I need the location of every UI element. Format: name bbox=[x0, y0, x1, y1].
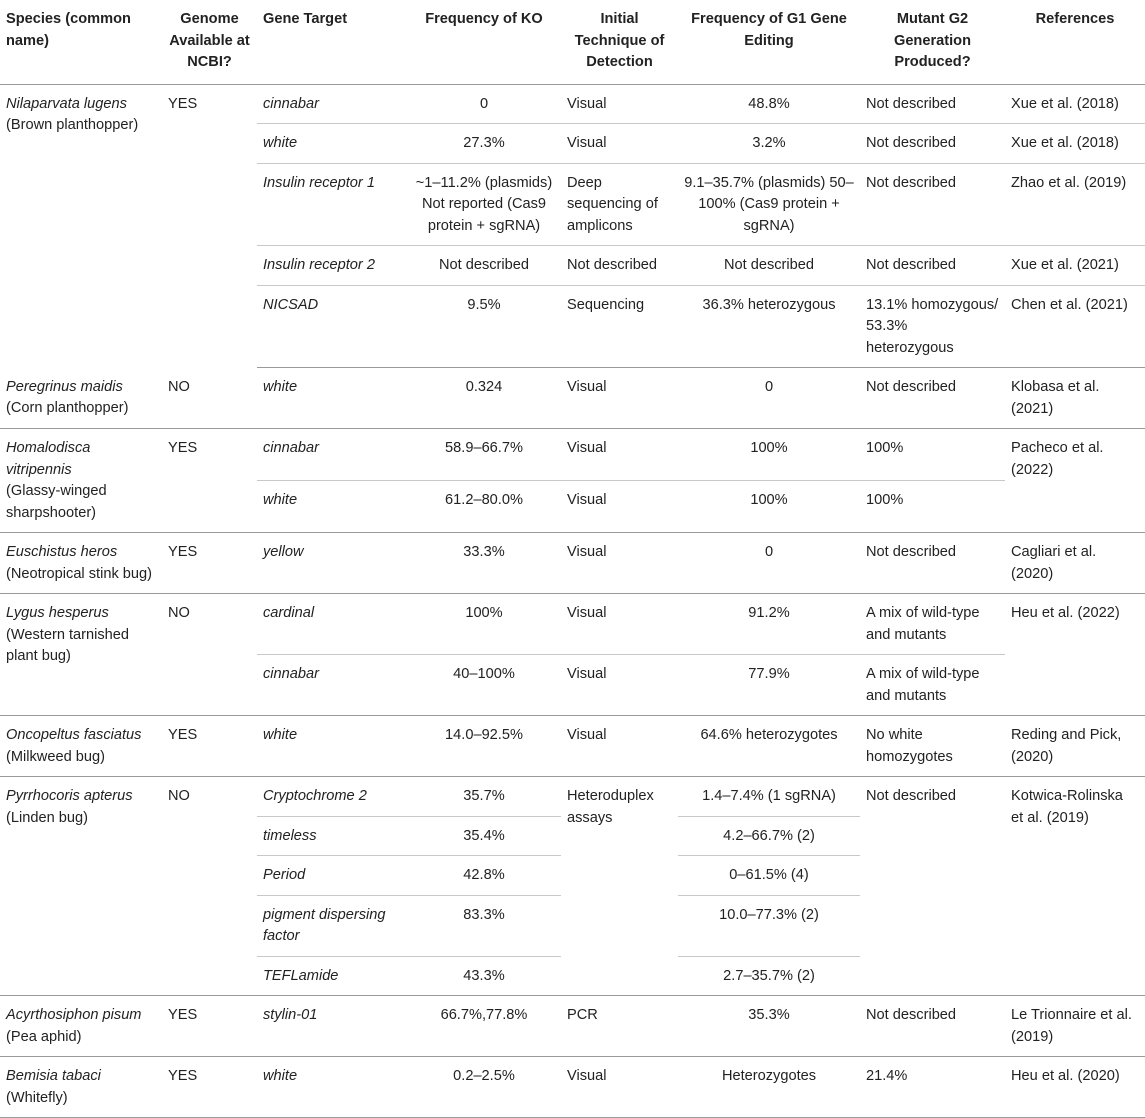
table-row bbox=[0, 594, 1145, 655]
genome-cell: NO bbox=[162, 777, 257, 996]
ko-cell: 58.9–66.7% bbox=[407, 429, 561, 481]
ko-cell: 33.3% bbox=[407, 533, 561, 594]
reference-cell: Pacheco et al. (2022) bbox=[1005, 429, 1145, 533]
g1-cell: 0–61.5% (4) bbox=[678, 856, 860, 896]
g1-cell: Heterozygotes bbox=[678, 1057, 860, 1118]
reference-cell: Xue et al. (2021) bbox=[1005, 246, 1145, 286]
g1-cell: 2.7–35.7% (2) bbox=[678, 956, 860, 996]
reference-cell: Cagliari et al. (2020) bbox=[1005, 533, 1145, 594]
genome-cell: YES bbox=[162, 1057, 257, 1118]
common-name: (Linden bug) bbox=[6, 809, 88, 826]
species-cell bbox=[0, 429, 162, 533]
g1-cell: 3.2% bbox=[678, 124, 860, 164]
species-cell bbox=[0, 594, 162, 716]
g2-cell: Not described bbox=[860, 163, 1005, 246]
technique-cell: Visual bbox=[561, 84, 678, 124]
technique-cell: Visual bbox=[561, 429, 678, 481]
ko-cell: 42.8% bbox=[407, 856, 561, 896]
species-cell bbox=[0, 84, 162, 368]
ko-cell: 35.7% bbox=[407, 777, 561, 817]
g2-cell: A mix of wild-type and mutants bbox=[860, 655, 1005, 716]
technique-cell: Visual bbox=[561, 1057, 678, 1118]
g1-cell: 9.1–35.7% (plasmids) 50–100% (Cas9 protein + sgRNA) bbox=[678, 163, 860, 246]
gene-cell: cinnabar bbox=[257, 429, 407, 481]
g1-cell: 100% bbox=[678, 429, 860, 481]
g2-cell: A mix of wild-type and mutants bbox=[860, 594, 1005, 655]
g1-cell: 91.2% bbox=[678, 594, 860, 655]
reference-cell: Heu et al. (2022) bbox=[1005, 594, 1145, 716]
technique-cell: Visual bbox=[561, 594, 678, 655]
ko-cell: 0.324 bbox=[407, 368, 561, 429]
species-cell bbox=[0, 996, 162, 1057]
technique-cell: Not described bbox=[561, 246, 678, 286]
g1-cell: 4.2–66.7% (2) bbox=[678, 816, 860, 856]
genome-cell: YES bbox=[162, 716, 257, 777]
gene-cell: white bbox=[257, 368, 407, 429]
table-row bbox=[0, 429, 1145, 481]
g1-cell: 48.8% bbox=[678, 84, 860, 124]
g2-cell: Not described bbox=[860, 996, 1005, 1057]
technique-cell: Sequencing bbox=[561, 285, 678, 368]
species-name: Nilaparvata lugens bbox=[6, 95, 127, 112]
ko-cell: 61.2–80.0% bbox=[407, 481, 561, 533]
technique-cell: Visual bbox=[561, 533, 678, 594]
g1-cell: 0 bbox=[678, 368, 860, 429]
gene-cell: cinnabar bbox=[257, 84, 407, 124]
genome-cell: NO bbox=[162, 594, 257, 716]
gene-cell: yellow bbox=[257, 533, 407, 594]
g2-cell: 100% bbox=[860, 481, 1005, 533]
technique-cell: Visual bbox=[561, 481, 678, 533]
species-name: Peregrinus maidis bbox=[6, 378, 123, 395]
ko-cell: 27.3% bbox=[407, 124, 561, 164]
gene-cell: white bbox=[257, 481, 407, 533]
species-name: Homalodisca vitripennis bbox=[6, 440, 91, 478]
table-row bbox=[0, 533, 1145, 594]
technique-cell: Visual bbox=[561, 124, 678, 164]
gene-cell: timeless bbox=[257, 816, 407, 856]
gene-cell: cinnabar bbox=[257, 655, 407, 716]
column-header: Mutant G2 Generation Produced? bbox=[860, 0, 1005, 84]
g2-cell: Not described bbox=[860, 777, 1005, 996]
ko-cell: ~1–11.2% (plasmids) Not reported (Cas9 protein + sgRNA) bbox=[407, 163, 561, 246]
ko-cell: 43.3% bbox=[407, 956, 561, 996]
common-name: (Corn planthopper) bbox=[6, 400, 129, 416]
genome-cell: YES bbox=[162, 533, 257, 594]
ko-cell: 14.0–92.5% bbox=[407, 716, 561, 777]
gene-cell: pigment dispersing factor bbox=[257, 895, 407, 956]
ko-cell: 0 bbox=[407, 84, 561, 124]
column-header: Initial Technique of Detection bbox=[561, 0, 678, 84]
species-name: Euschistus heros bbox=[6, 544, 118, 560]
technique-cell: Visual bbox=[561, 368, 678, 429]
species-cell bbox=[0, 533, 162, 594]
gene-cell: white bbox=[257, 1057, 407, 1118]
column-header: References bbox=[1005, 0, 1145, 84]
table-row bbox=[0, 996, 1145, 1057]
technique-cell: Visual bbox=[561, 716, 678, 777]
reference-cell: Reding and Pick, (2020) bbox=[1005, 716, 1145, 777]
common-name: (Pea aphid) bbox=[6, 1028, 82, 1045]
species-name: Lygus hesperus bbox=[6, 605, 109, 621]
g1-cell: 0 bbox=[678, 533, 860, 594]
gene-cell: Period bbox=[257, 856, 407, 896]
reference-cell: Kotwica-Rolinska et al. (2019) bbox=[1005, 777, 1145, 996]
species-cell bbox=[0, 777, 162, 996]
table-row bbox=[0, 1057, 1145, 1118]
gene-cell: TEFLamide bbox=[257, 956, 407, 996]
ko-cell: 35.4% bbox=[407, 816, 561, 856]
gene-cell: Cryptochrome 2 bbox=[257, 777, 407, 817]
g1-cell: 100% bbox=[678, 481, 860, 533]
column-header: Genome Available at NCBI? bbox=[162, 0, 257, 84]
ko-cell: 9.5% bbox=[407, 285, 561, 368]
technique-cell: PCR bbox=[561, 996, 678, 1057]
g1-cell: 64.6% heterozygotes bbox=[678, 716, 860, 777]
g1-cell: Not described bbox=[678, 246, 860, 286]
gene-cell: NICSAD bbox=[257, 285, 407, 368]
reference-cell: Heu et al. (2020) bbox=[1005, 1057, 1145, 1118]
gene-cell: stylin-01 bbox=[257, 996, 407, 1057]
column-header: Gene Target bbox=[257, 0, 407, 84]
common-name: (Western tarnished plant bug) bbox=[6, 626, 130, 664]
ko-cell: 100% bbox=[407, 594, 561, 655]
g1-cell: 77.9% bbox=[678, 655, 860, 716]
reference-cell: Klobasa et al. (2021) bbox=[1005, 368, 1145, 429]
gene-cell: white bbox=[257, 716, 407, 777]
common-name: (Milkweed bug) bbox=[6, 748, 105, 765]
g2-cell: 100% bbox=[860, 429, 1005, 481]
g2-cell: 21.4% bbox=[860, 1057, 1005, 1118]
common-name: (Brown planthopper) bbox=[6, 117, 139, 133]
ko-cell: 40–100% bbox=[407, 655, 561, 716]
g1-cell: 1.4–7.4% (1 sgRNA) bbox=[678, 777, 860, 817]
genome-cell: YES bbox=[162, 429, 257, 533]
header-row bbox=[0, 0, 1145, 84]
gene-cell: Insulin receptor 2 bbox=[257, 246, 407, 286]
reference-cell: Chen et al. (2021) bbox=[1005, 285, 1145, 368]
species-name: Acyrthosiphon pisum bbox=[6, 1007, 142, 1023]
column-header: Frequency of KO bbox=[407, 0, 561, 84]
g1-cell: 10.0–77.3% (2) bbox=[678, 895, 860, 956]
g2-cell: Not described bbox=[860, 124, 1005, 164]
species-name: Oncopeltus fasciatus bbox=[6, 727, 142, 743]
genome-cell: YES bbox=[162, 996, 257, 1057]
species-name: Pyrrhocoris apterus bbox=[6, 788, 133, 804]
species-name: Bemisia tabaci bbox=[6, 1068, 101, 1084]
g2-cell: No white homozygotes bbox=[860, 716, 1005, 777]
g1-cell: 35.3% bbox=[678, 996, 860, 1057]
reference-cell: Le Trionnaire et al. (2019) bbox=[1005, 996, 1145, 1057]
reference-cell: Xue et al. (2018) bbox=[1005, 124, 1145, 164]
species-cell bbox=[0, 368, 162, 429]
ko-cell: 0.2–2.5% bbox=[407, 1057, 561, 1118]
column-header: Frequency of G1 Gene Editing bbox=[678, 0, 860, 84]
technique-cell: Deep sequencing of amplicons bbox=[561, 163, 678, 246]
gene-cell: Insulin receptor 1 bbox=[257, 163, 407, 246]
common-name: (Whitefly) bbox=[6, 1089, 68, 1106]
table-row bbox=[0, 84, 1145, 124]
ko-cell: 66.7%,77.8% bbox=[407, 996, 561, 1057]
g2-cell: Not described bbox=[860, 84, 1005, 124]
common-name: (Neotropical stink bug) bbox=[6, 565, 153, 582]
g2-cell: Not described bbox=[860, 368, 1005, 429]
table-row bbox=[0, 368, 1145, 429]
table-row bbox=[0, 716, 1145, 777]
reference-cell: Zhao et al. (2019) bbox=[1005, 163, 1145, 246]
species-cell bbox=[0, 1057, 162, 1118]
g1-cell: 36.3% heterozygous bbox=[678, 285, 860, 368]
genome-cell: YES bbox=[168, 95, 198, 112]
g2-cell: Not described bbox=[860, 533, 1005, 594]
gene-cell: cardinal bbox=[257, 594, 407, 655]
technique-cell: Visual bbox=[561, 655, 678, 716]
ko-cell: 83.3% bbox=[407, 895, 561, 956]
genome-cell: NO bbox=[162, 368, 257, 429]
g2-cell: 13.1% homozygous/ 53.3% heterozygous bbox=[860, 285, 1005, 368]
species-cell bbox=[0, 716, 162, 777]
g2-cell: Not described bbox=[860, 246, 1005, 286]
reference-cell: Xue et al. (2018) bbox=[1005, 84, 1145, 124]
gene-cell: white bbox=[257, 124, 407, 164]
table-row bbox=[0, 777, 1145, 817]
column-header: Species (common name) bbox=[0, 0, 162, 84]
ko-cell: Not described bbox=[407, 246, 561, 286]
technique-cell: Heteroduplex assays bbox=[561, 777, 678, 996]
common-name: (Glassy-winged sharpshooter) bbox=[6, 483, 107, 521]
